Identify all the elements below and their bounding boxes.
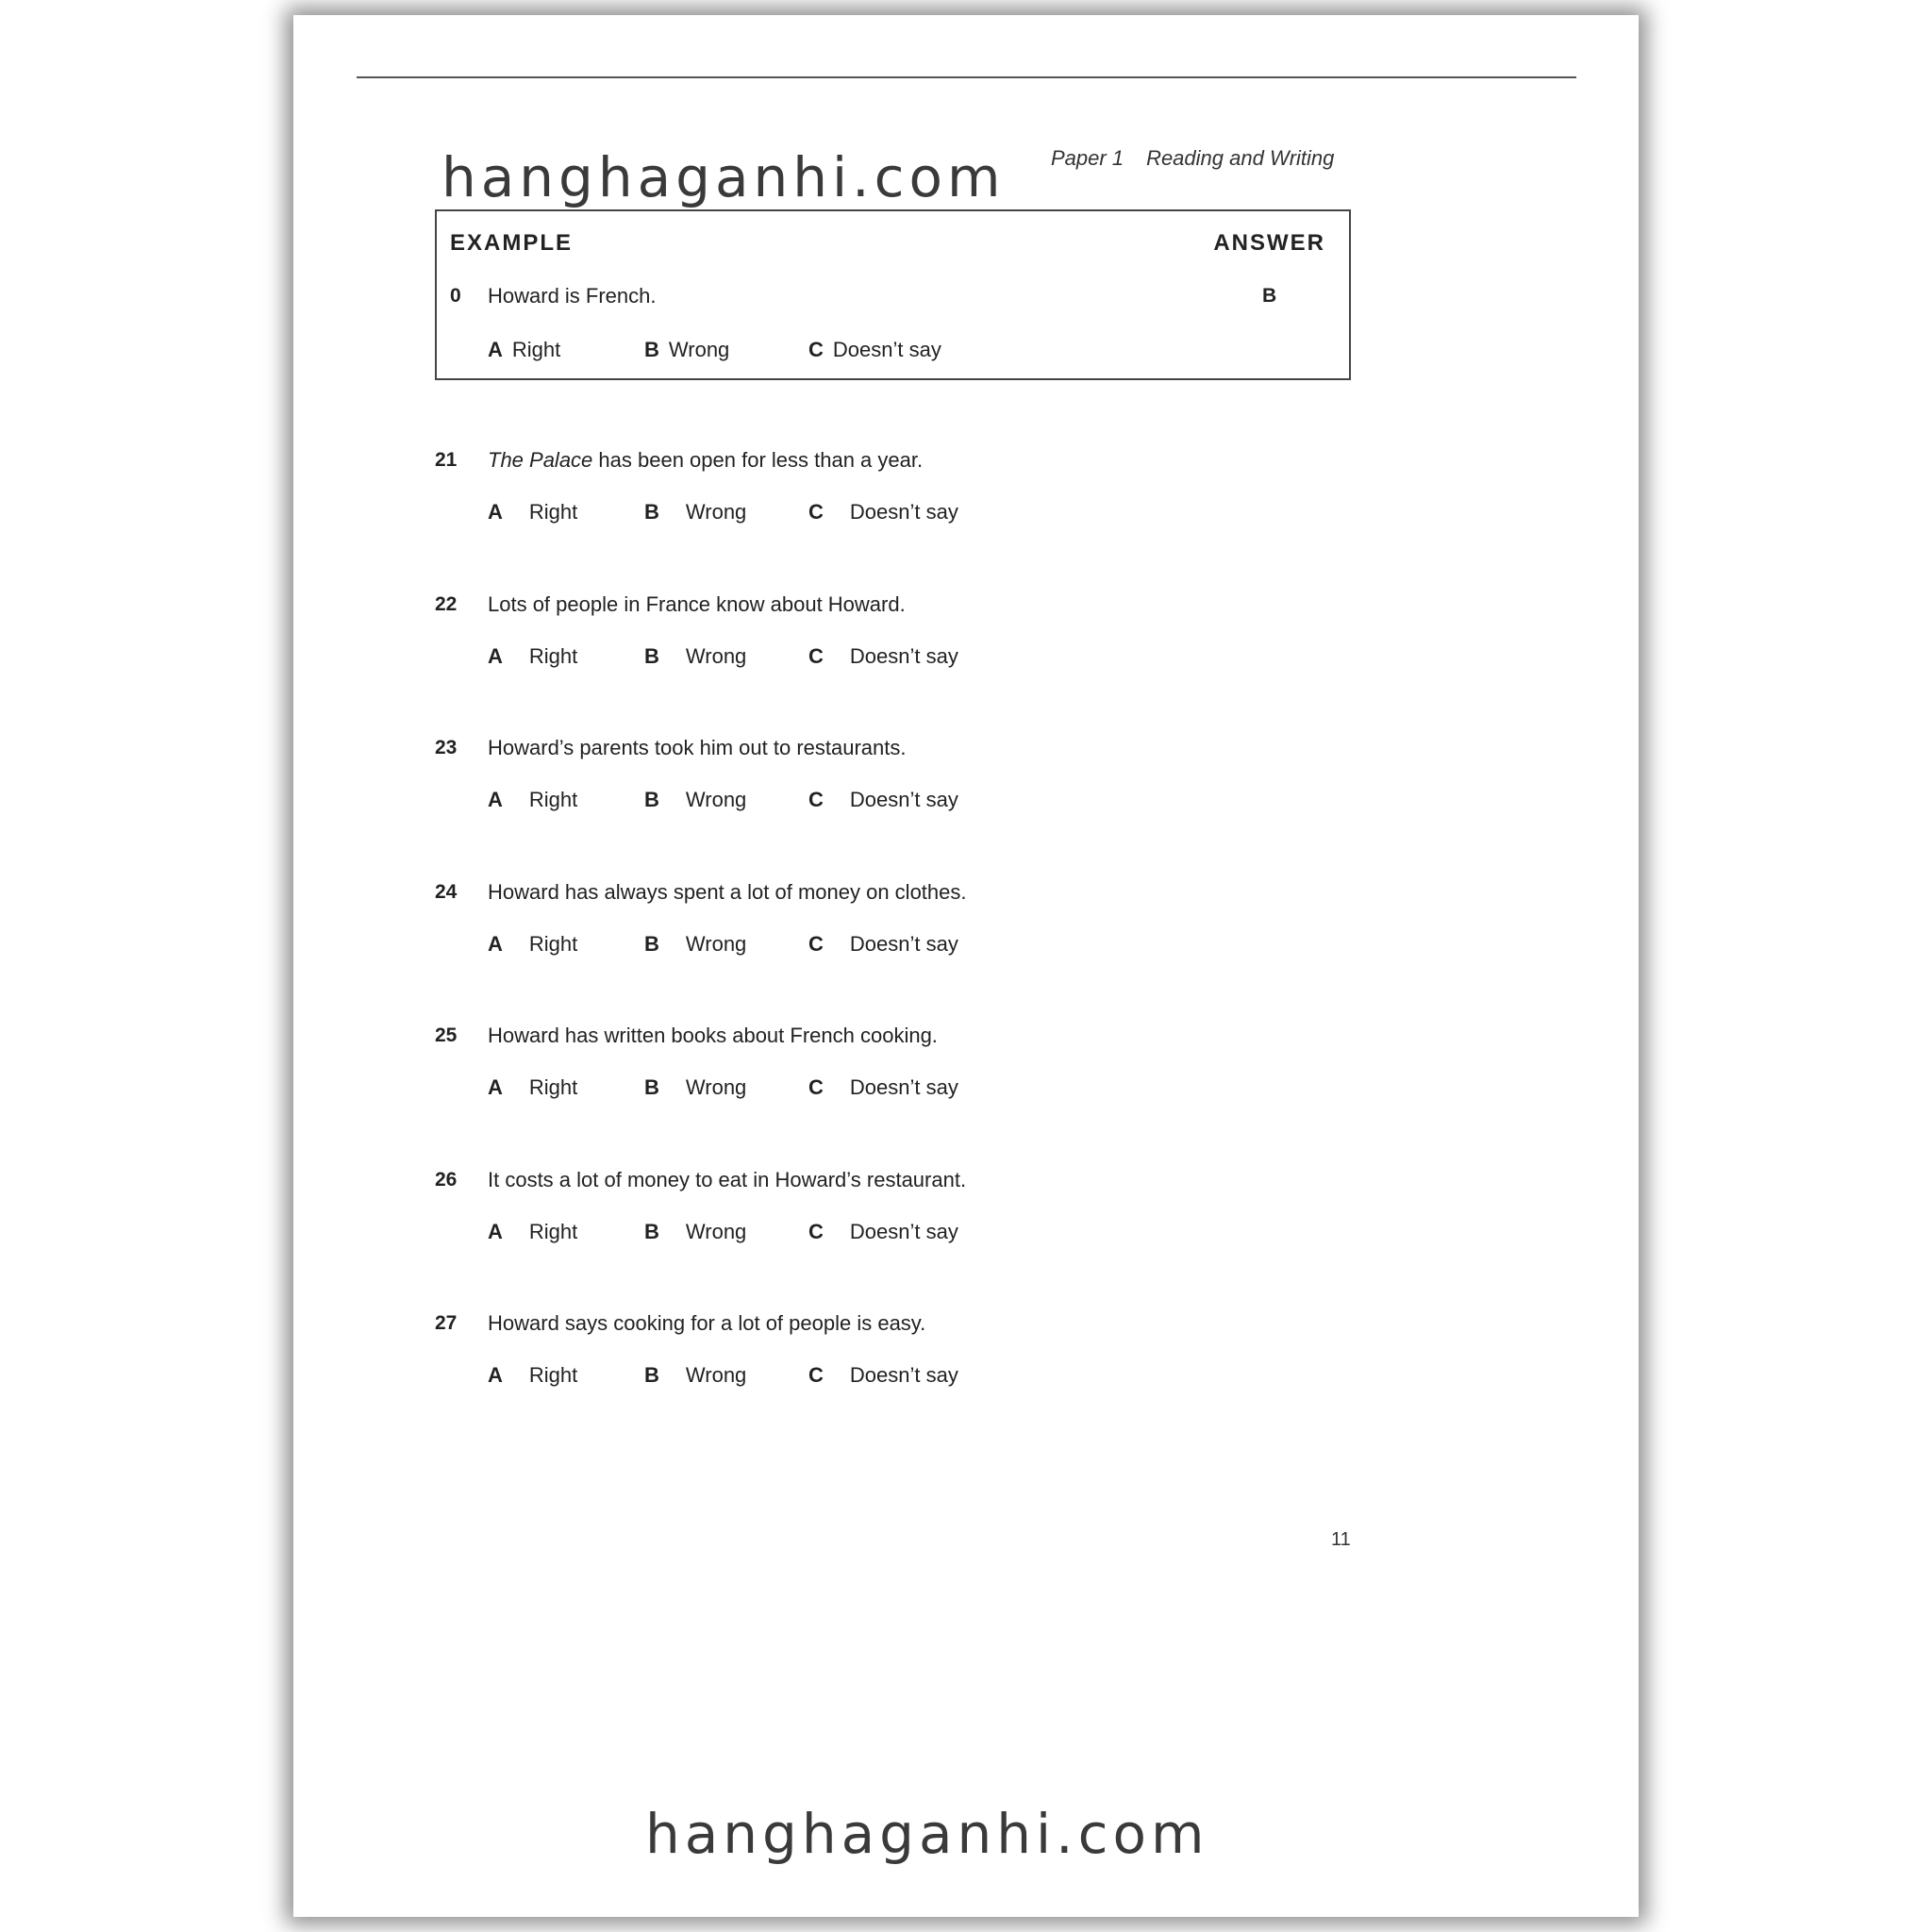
question-27 <box>435 1312 1284 1416</box>
question-24 <box>435 881 1284 985</box>
paper-label: Paper 1 <box>1051 146 1124 170</box>
question-statement-italic: The Palace <box>488 448 593 472</box>
question-statement-text: Lots of people in France know about Howard. <box>488 592 906 616</box>
option-text: Doesn’t say <box>849 1220 958 1243</box>
option-letter: C <box>808 1075 824 1099</box>
option-text: Wrong <box>685 1220 747 1243</box>
question-options <box>488 1363 1148 1391</box>
option-b[interactable] <box>644 1220 746 1244</box>
question-options <box>488 1220 1148 1248</box>
watermark-top: hanghaganhi.com <box>441 145 1006 209</box>
question-25 <box>435 1024 1284 1128</box>
answer-label: ANSWER <box>1213 230 1325 256</box>
option-text: Right <box>528 788 578 811</box>
question-number: 23 <box>435 737 458 758</box>
option-c[interactable] <box>808 788 958 812</box>
question-statement-text: It costs a lot of money to eat in Howard’s restaurant. <box>488 1168 967 1191</box>
option-letter: A <box>488 644 503 668</box>
question-statement <box>488 1168 966 1192</box>
option-a[interactable] <box>488 932 577 957</box>
option-text: Right <box>528 932 578 956</box>
option-text: Wrong <box>685 1075 747 1099</box>
question-statement-text: Howard has written books about French cooking. <box>488 1024 938 1047</box>
running-head <box>1051 146 1334 171</box>
option-letter: A <box>488 1220 503 1243</box>
option-text: Doesn’t say <box>849 500 958 524</box>
option-letter: A <box>488 1075 503 1099</box>
option-b[interactable] <box>644 644 746 669</box>
question-statement <box>488 736 906 760</box>
option-text: Wrong <box>685 500 747 524</box>
question-21 <box>435 449 1284 553</box>
option-text: Wrong <box>685 1363 747 1387</box>
watermark-bottom: hanghaganhi.com <box>645 1802 1209 1866</box>
question-options <box>488 500 1148 528</box>
option-letter: B <box>644 644 659 668</box>
question-number: 24 <box>435 881 458 903</box>
option-text: Wrong <box>685 788 747 811</box>
option-letter: B <box>644 932 659 956</box>
option-c[interactable] <box>808 1075 958 1100</box>
option-letter: B <box>644 1075 659 1099</box>
option-text: Doesn’t say <box>849 788 958 811</box>
option-text: Doesn’t say <box>849 644 958 668</box>
option-a[interactable] <box>488 500 577 525</box>
question-statement <box>488 1024 938 1048</box>
option-c[interactable] <box>808 1220 958 1244</box>
question-22 <box>435 593 1284 697</box>
option-text: Right <box>528 1363 578 1387</box>
option-letter: B <box>644 788 659 811</box>
option-text: Wrong <box>685 644 747 668</box>
question-statement-text: Howard has always spent a lot of money on clothes. <box>488 880 967 904</box>
option-b[interactable] <box>644 1363 746 1388</box>
question-number: 22 <box>435 593 458 615</box>
option-letter: A <box>488 788 503 811</box>
question-26 <box>435 1169 1284 1273</box>
option-text: Doesn’t say <box>849 1075 958 1099</box>
page-number: 11 <box>1331 1529 1351 1550</box>
question-statement <box>488 880 967 905</box>
option-c[interactable] <box>808 644 958 669</box>
question-options <box>488 1075 1148 1104</box>
option-a[interactable] <box>488 1363 577 1388</box>
question-statement-text: Howard’s parents took him out to restaurants. <box>488 736 907 759</box>
example-option-a: A Right <box>488 338 561 361</box>
question-options <box>488 932 1148 960</box>
top-rule <box>357 76 1576 78</box>
option-b[interactable] <box>644 1075 746 1100</box>
option-text: Doesn’t say <box>849 1363 958 1387</box>
option-c[interactable] <box>808 932 958 957</box>
question-number: 26 <box>435 1169 458 1191</box>
question-number: 25 <box>435 1024 458 1046</box>
question-statement <box>488 1311 925 1336</box>
question-statement-text: Howard says cooking for a lot of people is easy. <box>488 1311 926 1335</box>
option-letter: B <box>644 500 659 524</box>
option-text: Right <box>528 1220 578 1243</box>
option-text: Wrong <box>685 932 747 956</box>
option-c[interactable] <box>808 1363 958 1388</box>
option-letter: C <box>808 644 824 668</box>
option-b[interactable] <box>644 932 746 957</box>
example-option-c: C Doesn’t say <box>808 338 941 361</box>
question-23 <box>435 737 1284 841</box>
option-letter: C <box>808 500 824 524</box>
section-label: Reading and Writing <box>1146 146 1335 170</box>
option-b[interactable] <box>644 500 746 525</box>
option-a[interactable] <box>488 644 577 669</box>
option-a[interactable] <box>488 1075 577 1100</box>
example-option-b: B Wrong <box>644 338 730 361</box>
option-text: Doesn’t say <box>849 932 958 956</box>
example-label: EXAMPLE <box>450 230 574 256</box>
question-options <box>488 644 1148 673</box>
question-options <box>488 788 1148 816</box>
option-letter: C <box>808 932 824 956</box>
option-letter: B <box>644 1220 659 1243</box>
option-letter: C <box>808 1220 824 1243</box>
option-a[interactable] <box>488 788 577 812</box>
question-number: 27 <box>435 1312 458 1334</box>
option-letter: A <box>488 932 503 956</box>
option-text: Right <box>528 1075 578 1099</box>
option-c[interactable] <box>808 500 958 525</box>
option-letter: B <box>644 1363 659 1387</box>
example-number: 0 <box>450 285 461 307</box>
option-letter: A <box>488 1363 503 1387</box>
option-letter: A <box>488 500 503 524</box>
question-statement <box>488 448 923 473</box>
example-box <box>435 209 1351 380</box>
option-a[interactable] <box>488 1220 577 1244</box>
option-b[interactable] <box>644 788 746 812</box>
example-answer-value: B <box>1262 285 1277 307</box>
option-letter: C <box>808 1363 824 1387</box>
option-text: Right <box>528 644 578 668</box>
question-statement-text: has been open for less than a year. <box>592 448 924 472</box>
example-statement: Howard is French. <box>488 284 657 308</box>
exam-page <box>293 15 1639 1917</box>
option-letter: C <box>808 788 824 811</box>
option-text: Right <box>528 500 578 524</box>
question-statement <box>488 592 906 617</box>
question-number: 21 <box>435 449 458 471</box>
